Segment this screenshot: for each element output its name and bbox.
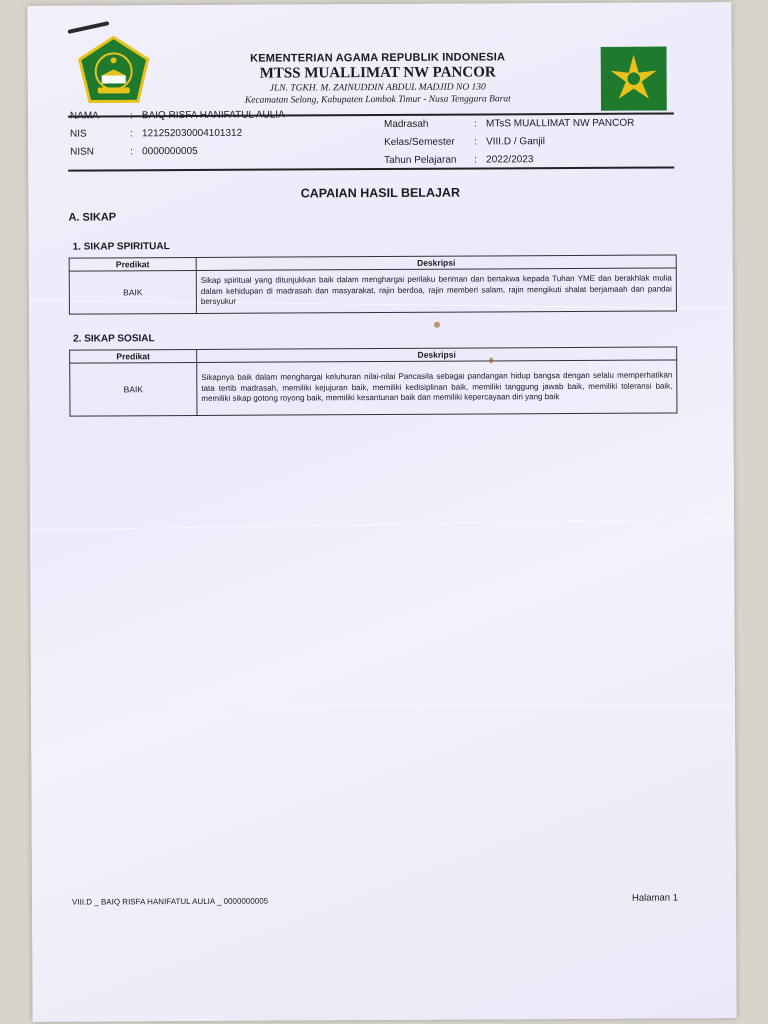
report-page: [27, 2, 736, 1022]
nis-value: 121252030004101312: [141, 127, 243, 140]
predikat-header: Predikat: [69, 257, 196, 271]
footer-student-ref: VIII.D _ BAIQ RISFA HANIFATUL AULIA _ 0000000005: [72, 896, 269, 907]
spiritual-heading: 1. SIKAP SPIRITUAL: [72, 241, 170, 253]
separator: :: [129, 128, 133, 140]
kelas-row: [384, 133, 634, 152]
pen-mark: [68, 21, 110, 34]
madrasah-value: MTsS MUALLIMAT NW PANCOR: [485, 117, 635, 130]
report-title: CAPAIAN HASIL BELAJAR: [300, 185, 461, 201]
kelas-value: VIII.D / Ganjil: [486, 136, 545, 148]
separator: :: [473, 118, 477, 130]
deskripsi-cell: Sikap spiritual yang ditunjukkan baik dalam menghargai perilaku beriman dan bertakwa kepada Tuhan YME dan berakhlak mulia dalam kehidupan di madrasah dan masyarakat, rajin berdoa, rajin memberi salam, rajin mengikuti shalat berjamaah dan pandai bersyukur: [196, 268, 676, 314]
separator: :: [130, 146, 133, 158]
kelas-label: Kelas/Semester: [384, 136, 455, 148]
nahdlatul-wathan-logo-icon: [601, 47, 667, 111]
spiritual-table: [69, 254, 677, 314]
school-identity: [384, 115, 635, 170]
letterhead: [178, 51, 578, 107]
separator: :: [474, 154, 477, 166]
ministry-name: KEMENTERIAN AGAMA REPUBLIK INDONESIA: [250, 51, 506, 65]
tahun-label: Tahun Pelajaran: [384, 154, 457, 166]
ink-stain: [434, 322, 440, 328]
nisn-row: [70, 143, 285, 162]
sosial-heading: 2. SIKAP SOSIAL: [73, 333, 155, 345]
name-label: NAMA: [69, 110, 99, 122]
deskripsi-header: Deskripsi: [197, 347, 677, 363]
page-number: Halaman 1: [631, 892, 679, 904]
predikat-header: Predikat: [70, 349, 197, 363]
name-row: [70, 107, 285, 126]
nis-label: NIS: [69, 128, 87, 140]
section-heading: A. SIKAP: [68, 211, 117, 224]
predikat-cell: BAIK: [70, 362, 197, 416]
student-identity: [70, 107, 285, 162]
school-address: JLN. TGKH. M. ZAINUDDIN ABDUL MADJID NO 130: [269, 82, 486, 94]
separator: :: [129, 110, 133, 122]
nisn-value: 0000000005: [142, 145, 198, 158]
tahun-value: 2022/2023: [486, 154, 534, 166]
kementerian-agama-logo-icon: [76, 35, 152, 105]
madrasah-row: [384, 115, 634, 134]
school-name: MTSS MUALLIMAT NW PANCOR: [259, 64, 496, 82]
paper-crease: [31, 703, 735, 705]
nisn-label: NISN: [70, 146, 95, 158]
school-region: Kecamatan Selong, Kabupaten Lombok Timur - Nusa Tenggara Barat: [244, 94, 511, 106]
ink-stain: [489, 357, 493, 363]
name-value: BAIQ RISFA HANIFATUL AULIA: [141, 109, 285, 122]
deskripsi-cell: Sikapnya baik dalam menghargai keluhuran nilai-nilai Pancasila sebagai pandangan hidup bangsa dengan selalu memperhatikan tata tertib madrasah, memiliki kejujuran baik, memiliki kedisiplinan baik, memiliki tanggung jawab baik, memiliki toleransi baik, memiliki sikap gotong royong baik, memiliki kesantunan baik dan memiliki kepercayaan diri yang baik: [197, 360, 677, 416]
nis-row: [70, 125, 285, 144]
deskripsi-header: Deskripsi: [196, 255, 676, 271]
predikat-cell: BAIK: [69, 270, 196, 314]
table-row: [69, 268, 676, 314]
paper-crease: [30, 518, 734, 530]
separator: :: [474, 136, 477, 148]
madrasah-label: Madrasah: [383, 118, 429, 130]
table-row: [70, 360, 677, 416]
sosial-table: [69, 346, 677, 416]
